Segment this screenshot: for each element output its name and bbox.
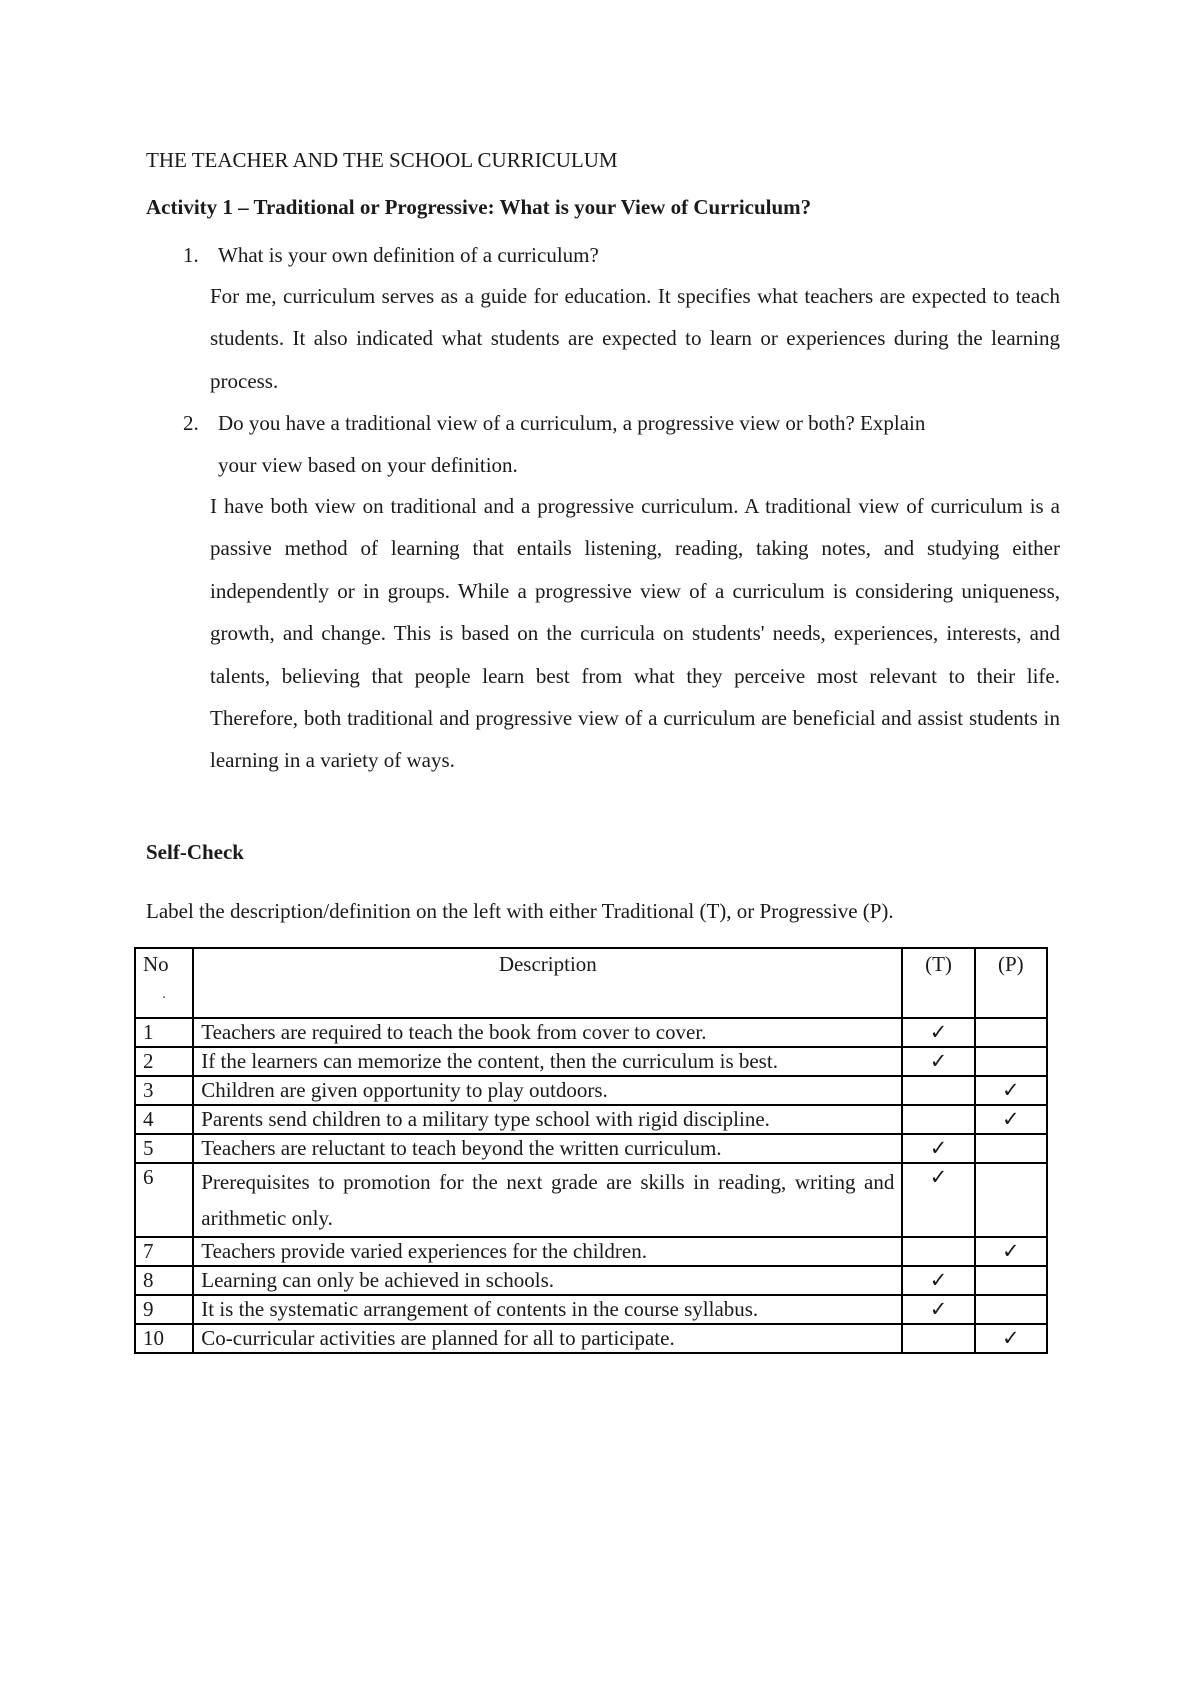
row-description: It is the systematic arrangement of contents in the course syllabus. bbox=[193, 1295, 902, 1324]
progressive-check-icon bbox=[975, 1018, 1047, 1047]
table-row bbox=[135, 1324, 1047, 1353]
question-number: 2. bbox=[183, 411, 199, 435]
progressive-check-icon: ✓ bbox=[975, 1237, 1047, 1266]
header-no-dot: . bbox=[162, 987, 166, 1002]
progressive-check-icon: ✓ bbox=[975, 1105, 1047, 1134]
progressive-check-icon bbox=[975, 1295, 1047, 1324]
row-description: Prerequisites to promotion for the next grade are skills in reading, writing and arithmetic only. bbox=[193, 1163, 902, 1237]
traditional-check-icon: ✓ bbox=[902, 1134, 974, 1163]
traditional-check-icon bbox=[902, 1324, 974, 1353]
table-row bbox=[135, 1163, 1047, 1237]
answer-1: For me, curriculum serves as a guide for education. It specifies what teachers are expected to teach students. It also indicated what students are expected to learn or experiences during the learning process. bbox=[210, 284, 1060, 393]
table-row bbox=[135, 1237, 1047, 1266]
progressive-check-icon: ✓ bbox=[975, 1324, 1047, 1353]
answer-2: I have both view on traditional and a progressive curriculum. A traditional view of curriculum is a passive method of learning that entails listening, reading, taking notes, and studying either independently or in groups. While a progressive view of a curriculum is considering uniqueness, growth, and change. This is based on the curricula on students' needs, experiences, interests, and talents, believing that people learn best from what they perceive most relevant to their life. Therefore, both traditional and progressive view of a curriculum are beneficial and assist students in learning in a variety of ways. bbox=[210, 494, 1060, 773]
traditional-check-icon: ✓ bbox=[902, 1047, 974, 1076]
traditional-check-icon bbox=[902, 1237, 974, 1266]
row-number: 9 bbox=[135, 1295, 193, 1324]
row-description: Teachers are required to teach the book from cover to cover. bbox=[193, 1018, 902, 1047]
instruction-text: Label the description/definition on the left with either Traditional (T), or Progressive (P). bbox=[146, 899, 894, 923]
table-row bbox=[135, 1076, 1047, 1105]
traditional-check-icon: ✓ bbox=[902, 1018, 974, 1047]
traditional-check-icon: ✓ bbox=[902, 1163, 974, 1237]
row-number: 4 bbox=[135, 1105, 193, 1134]
traditional-check-icon bbox=[902, 1076, 974, 1105]
question-1 bbox=[183, 234, 599, 276]
question-text: What is your own definition of a curriculum? bbox=[218, 243, 599, 267]
progressive-check-icon bbox=[975, 1266, 1047, 1295]
table-row bbox=[135, 1018, 1047, 1047]
row-number: 7 bbox=[135, 1237, 193, 1266]
progressive-check-icon bbox=[975, 1134, 1047, 1163]
question-text-line-2: your view based on your definition. bbox=[218, 453, 518, 477]
self-check-table bbox=[134, 947, 1048, 1354]
row-number: 3 bbox=[135, 1076, 193, 1105]
header-no-label: No bbox=[143, 952, 169, 976]
traditional-check-icon bbox=[902, 1105, 974, 1134]
traditional-check-icon: ✓ bbox=[902, 1266, 974, 1295]
progressive-check-icon bbox=[975, 1163, 1047, 1237]
table-header-row bbox=[135, 948, 1047, 1018]
progressive-check-icon bbox=[975, 1047, 1047, 1076]
table-row bbox=[135, 1047, 1047, 1076]
header-traditional: (T) bbox=[902, 948, 974, 1018]
question-number: 1. bbox=[183, 243, 199, 267]
row-description: Children are given opportunity to play outdoors. bbox=[193, 1076, 902, 1105]
row-description: Co-curricular activities are planned for all to participate. bbox=[193, 1324, 902, 1353]
table-row bbox=[135, 1105, 1047, 1134]
row-number: 1 bbox=[135, 1018, 193, 1047]
row-number: 8 bbox=[135, 1266, 193, 1295]
table-row bbox=[135, 1134, 1047, 1163]
self-check-heading: Self-Check bbox=[146, 840, 244, 864]
header-description: Description bbox=[193, 948, 902, 1018]
row-description: Teachers provide varied experiences for the children. bbox=[193, 1237, 902, 1266]
row-description: Learning can only be achieved in schools. bbox=[193, 1266, 902, 1295]
row-number: 5 bbox=[135, 1134, 193, 1163]
row-description: Parents send children to a military type school with rigid discipline. bbox=[193, 1105, 902, 1134]
row-number: 6 bbox=[135, 1163, 193, 1237]
header-progressive: (P) bbox=[975, 948, 1047, 1018]
row-number: 10 bbox=[135, 1324, 193, 1353]
question-2 bbox=[183, 402, 926, 444]
question-text-line-1: Do you have a traditional view of a curriculum, a progressive view or both? Explain bbox=[218, 411, 926, 435]
row-description: If the learners can memorize the content, then the curriculum is best. bbox=[193, 1047, 902, 1076]
table-row bbox=[135, 1266, 1047, 1295]
progressive-check-icon: ✓ bbox=[975, 1076, 1047, 1105]
row-number: 2 bbox=[135, 1047, 193, 1076]
table-row bbox=[135, 1295, 1047, 1324]
row-description: Teachers are reluctant to teach beyond the written curriculum. bbox=[193, 1134, 902, 1163]
header-no bbox=[135, 948, 193, 1018]
activity-heading: Activity 1 – Traditional or Progressive: What is your View of Curriculum? bbox=[146, 195, 812, 219]
traditional-check-icon: ✓ bbox=[902, 1295, 974, 1324]
document-title: THE TEACHER AND THE SCHOOL CURRICULUM bbox=[146, 148, 618, 172]
question-2-continued bbox=[218, 444, 518, 486]
